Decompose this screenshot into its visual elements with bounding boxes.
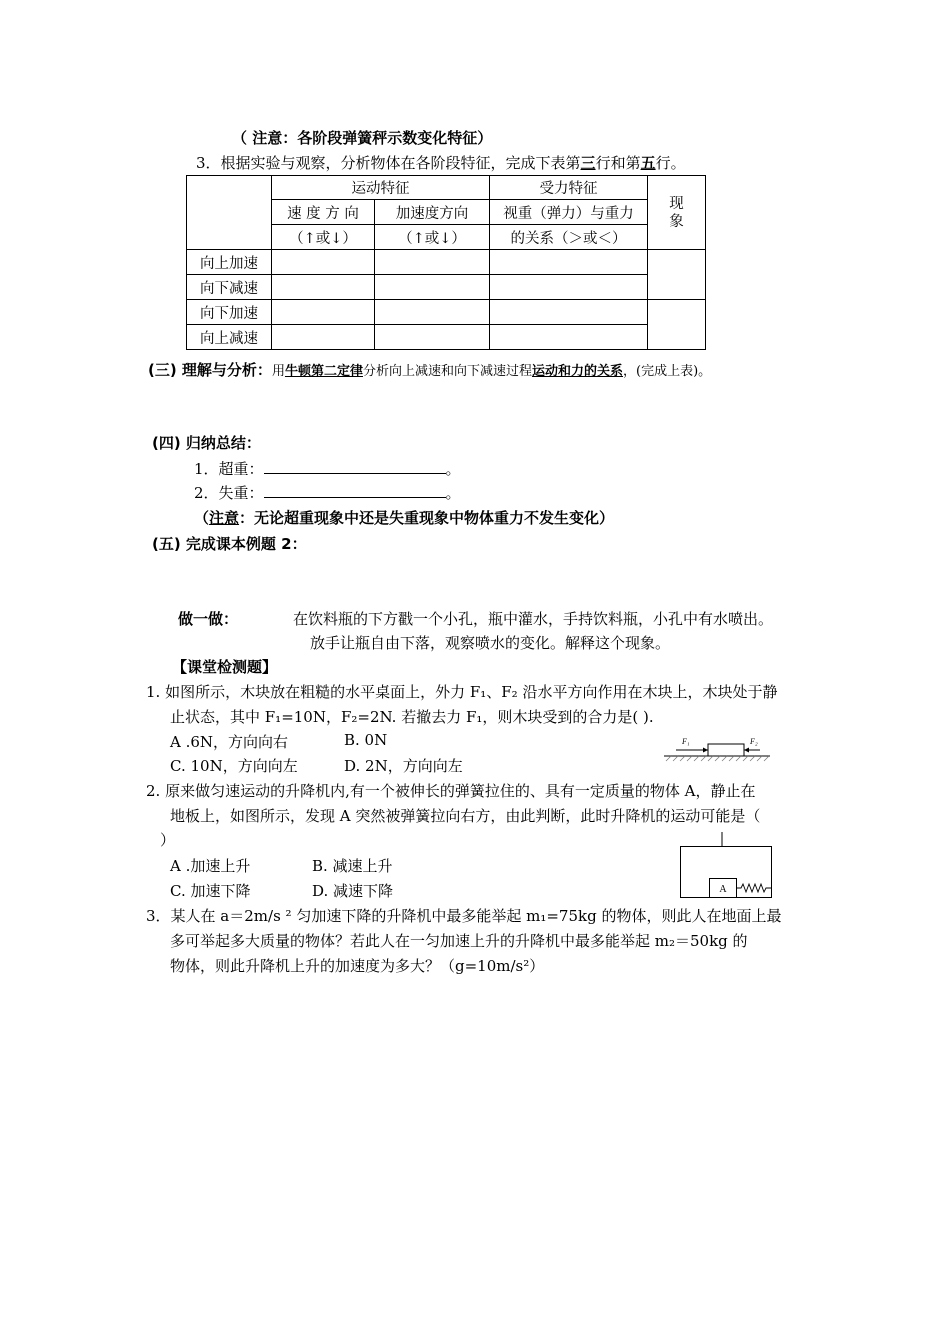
weightless-line [194, 482, 461, 503]
block-forces-figure [662, 734, 772, 764]
f1-arrow-head [703, 748, 708, 753]
phenomenon-header: 现象 [648, 176, 706, 250]
item-3-text-c: 行。 [655, 154, 686, 172]
q3-line-2: 多可举起多大质量的物体？若此人在一匀加速上升的升降机中最多能举起 m₂＝50kg 的 [170, 932, 748, 950]
phenomenon-cell-bottom[interactable] [648, 300, 706, 350]
table-cell[interactable] [375, 275, 490, 300]
relation-hint: 的关系（＞或＜） [490, 225, 648, 250]
f2-label: F₂ [750, 737, 758, 746]
row-label-up-accelerate: 向上加速 [187, 250, 272, 275]
note-open: （ [194, 509, 210, 527]
q1-option-d[interactable]: D. 2N，方向向左 [344, 757, 463, 775]
section-4-label: (四) 归纳总结： [152, 434, 261, 452]
note-spring-scale: （ 注意：各阶段弹簧秤示数变化特征） [232, 129, 493, 147]
table-cell[interactable] [490, 325, 648, 350]
table-cell[interactable] [490, 275, 648, 300]
note-rest: ：无论超重现象中还是失重现象中物体重力不发生变化） [239, 509, 615, 527]
item-3-text-b: 行和第 [595, 154, 641, 172]
table-cell[interactable] [490, 250, 648, 275]
note-keyword: 注意 [209, 509, 240, 527]
q1-option-b[interactable]: B. 0N [344, 731, 388, 749]
spring [737, 884, 771, 892]
table-cell[interactable] [272, 300, 375, 325]
elevator-figure [678, 830, 774, 900]
q3-line-1: 3．某人在 a＝2m/s ² 匀加速下降的升降机中最多能举起 m₁=75kg 的物体，则此人在地面上最 [146, 907, 782, 925]
table-cell[interactable] [375, 300, 490, 325]
table-cell[interactable] [272, 250, 375, 275]
force-features-header: 受力特征 [490, 176, 648, 200]
section-5-label: (五) 完成课本例题 2： [152, 535, 307, 553]
try-it-line-2: 放手让瓶自由下落，观察喷水的变化。解释这个现象。 [310, 634, 671, 652]
weightless-blank[interactable] [264, 483, 446, 498]
row-label-up-decelerate: 向上减速 [187, 325, 272, 350]
quiz-title: 【课堂检测题】 [172, 658, 278, 676]
surface-hatching [666, 756, 769, 761]
q2-option-d[interactable]: D. 减速下降 [312, 882, 394, 900]
accel-direction-hint: （↑或↓） [375, 225, 490, 250]
row-label-down-decelerate: 向下减速 [187, 275, 272, 300]
object-a-label: A [719, 884, 727, 895]
table-cell[interactable] [375, 325, 490, 350]
overweight-period: 。 [445, 460, 461, 478]
q1-option-c[interactable]: C. 10N，方向向左 [170, 757, 298, 775]
q2-option-a[interactable]: A .加速上升 [170, 857, 251, 875]
q3-line-3: 物体，则此升降机上升的加速度为多大？（g=10m/s²） [170, 957, 545, 975]
row-label-down-accelerate: 向下加速 [187, 300, 272, 325]
motion-features-header: 运动特征 [272, 176, 490, 200]
q1-line-1: 1. 如图所示，木块放在粗糙的水平桌面上，外力 F₁、F₂ 沿水平方向作用在木块上，木块处于静 [146, 683, 778, 701]
q1-option-a[interactable]: A .6N，方向向右 [170, 733, 289, 751]
item-3-row-three: 三 [580, 154, 596, 172]
relation-header: 视重（弹力）与重力 [490, 200, 648, 225]
overweight-line [194, 458, 461, 479]
table-cell[interactable] [375, 250, 490, 275]
block-rect [708, 744, 744, 756]
section-3-text-c: ，(完成上表)。 [623, 364, 712, 379]
f2-arrow-head [744, 748, 749, 753]
analysis-table [186, 175, 706, 350]
try-it-line-1: 在饮料瓶的下方戳一个小孔，瓶中灌水，手持饮料瓶，小孔中有水喷出。 [293, 610, 774, 628]
speed-direction-hint: （↑或↓） [272, 225, 375, 250]
section-3-text-a: 用 [271, 364, 285, 379]
section-3-label: (三) 理解与分析： [148, 361, 272, 379]
item-3-row-five: 五 [640, 154, 656, 172]
q2-line-2: 地板上，如图所示，发现 A 突然被弹簧拉向右方，由此判断，此时升降机的运动可能是（ [170, 807, 761, 825]
table-cell[interactable] [272, 275, 375, 300]
q2-option-b[interactable]: B. 减速上升 [312, 857, 393, 875]
try-it-label: 做一做： [178, 610, 239, 628]
section-3-text-b: 分析向上减速和向下减速过程 [362, 364, 532, 379]
speed-direction-header: 速 度 方 向 [272, 200, 375, 225]
table-corner-cell [187, 176, 272, 250]
q2-option-c[interactable]: C. 加速下降 [170, 882, 251, 900]
table-cell[interactable] [272, 325, 375, 350]
newton-second-law: 牛顿第二定律 [284, 364, 363, 379]
overweight-label: 1．超重： [194, 460, 264, 478]
item-3-instruction [196, 152, 686, 173]
motion-force-relation: 运动和力的关系 [531, 364, 623, 379]
f1-label: F₁ [682, 737, 690, 746]
q2-line-1: 2. 原来做匀速运动的升降机内,有一个被伸长的弹簧拉住的、具有一定质量的物体 A，静止在 [146, 782, 756, 800]
note-gravity-unchanged [194, 507, 614, 528]
phenomenon-cell-top[interactable] [648, 250, 706, 300]
q1-line-2: 止状态，其中 F₁=10N，F₂=2N. 若撤去力 F₁，则木块受到的合力是( ). [170, 708, 654, 726]
weightless-period: 。 [445, 484, 461, 502]
overweight-blank[interactable] [264, 459, 446, 474]
q2-line-3: ） [160, 831, 176, 849]
accel-direction-header: 加速度方向 [375, 200, 490, 225]
weightless-label: 2．失重： [194, 484, 264, 502]
table-cell[interactable] [490, 300, 648, 325]
item-3-text-a: 3．根据实验与观察，分析物体在各阶段特征，完成下表第 [196, 154, 581, 172]
section-3 [148, 359, 711, 380]
